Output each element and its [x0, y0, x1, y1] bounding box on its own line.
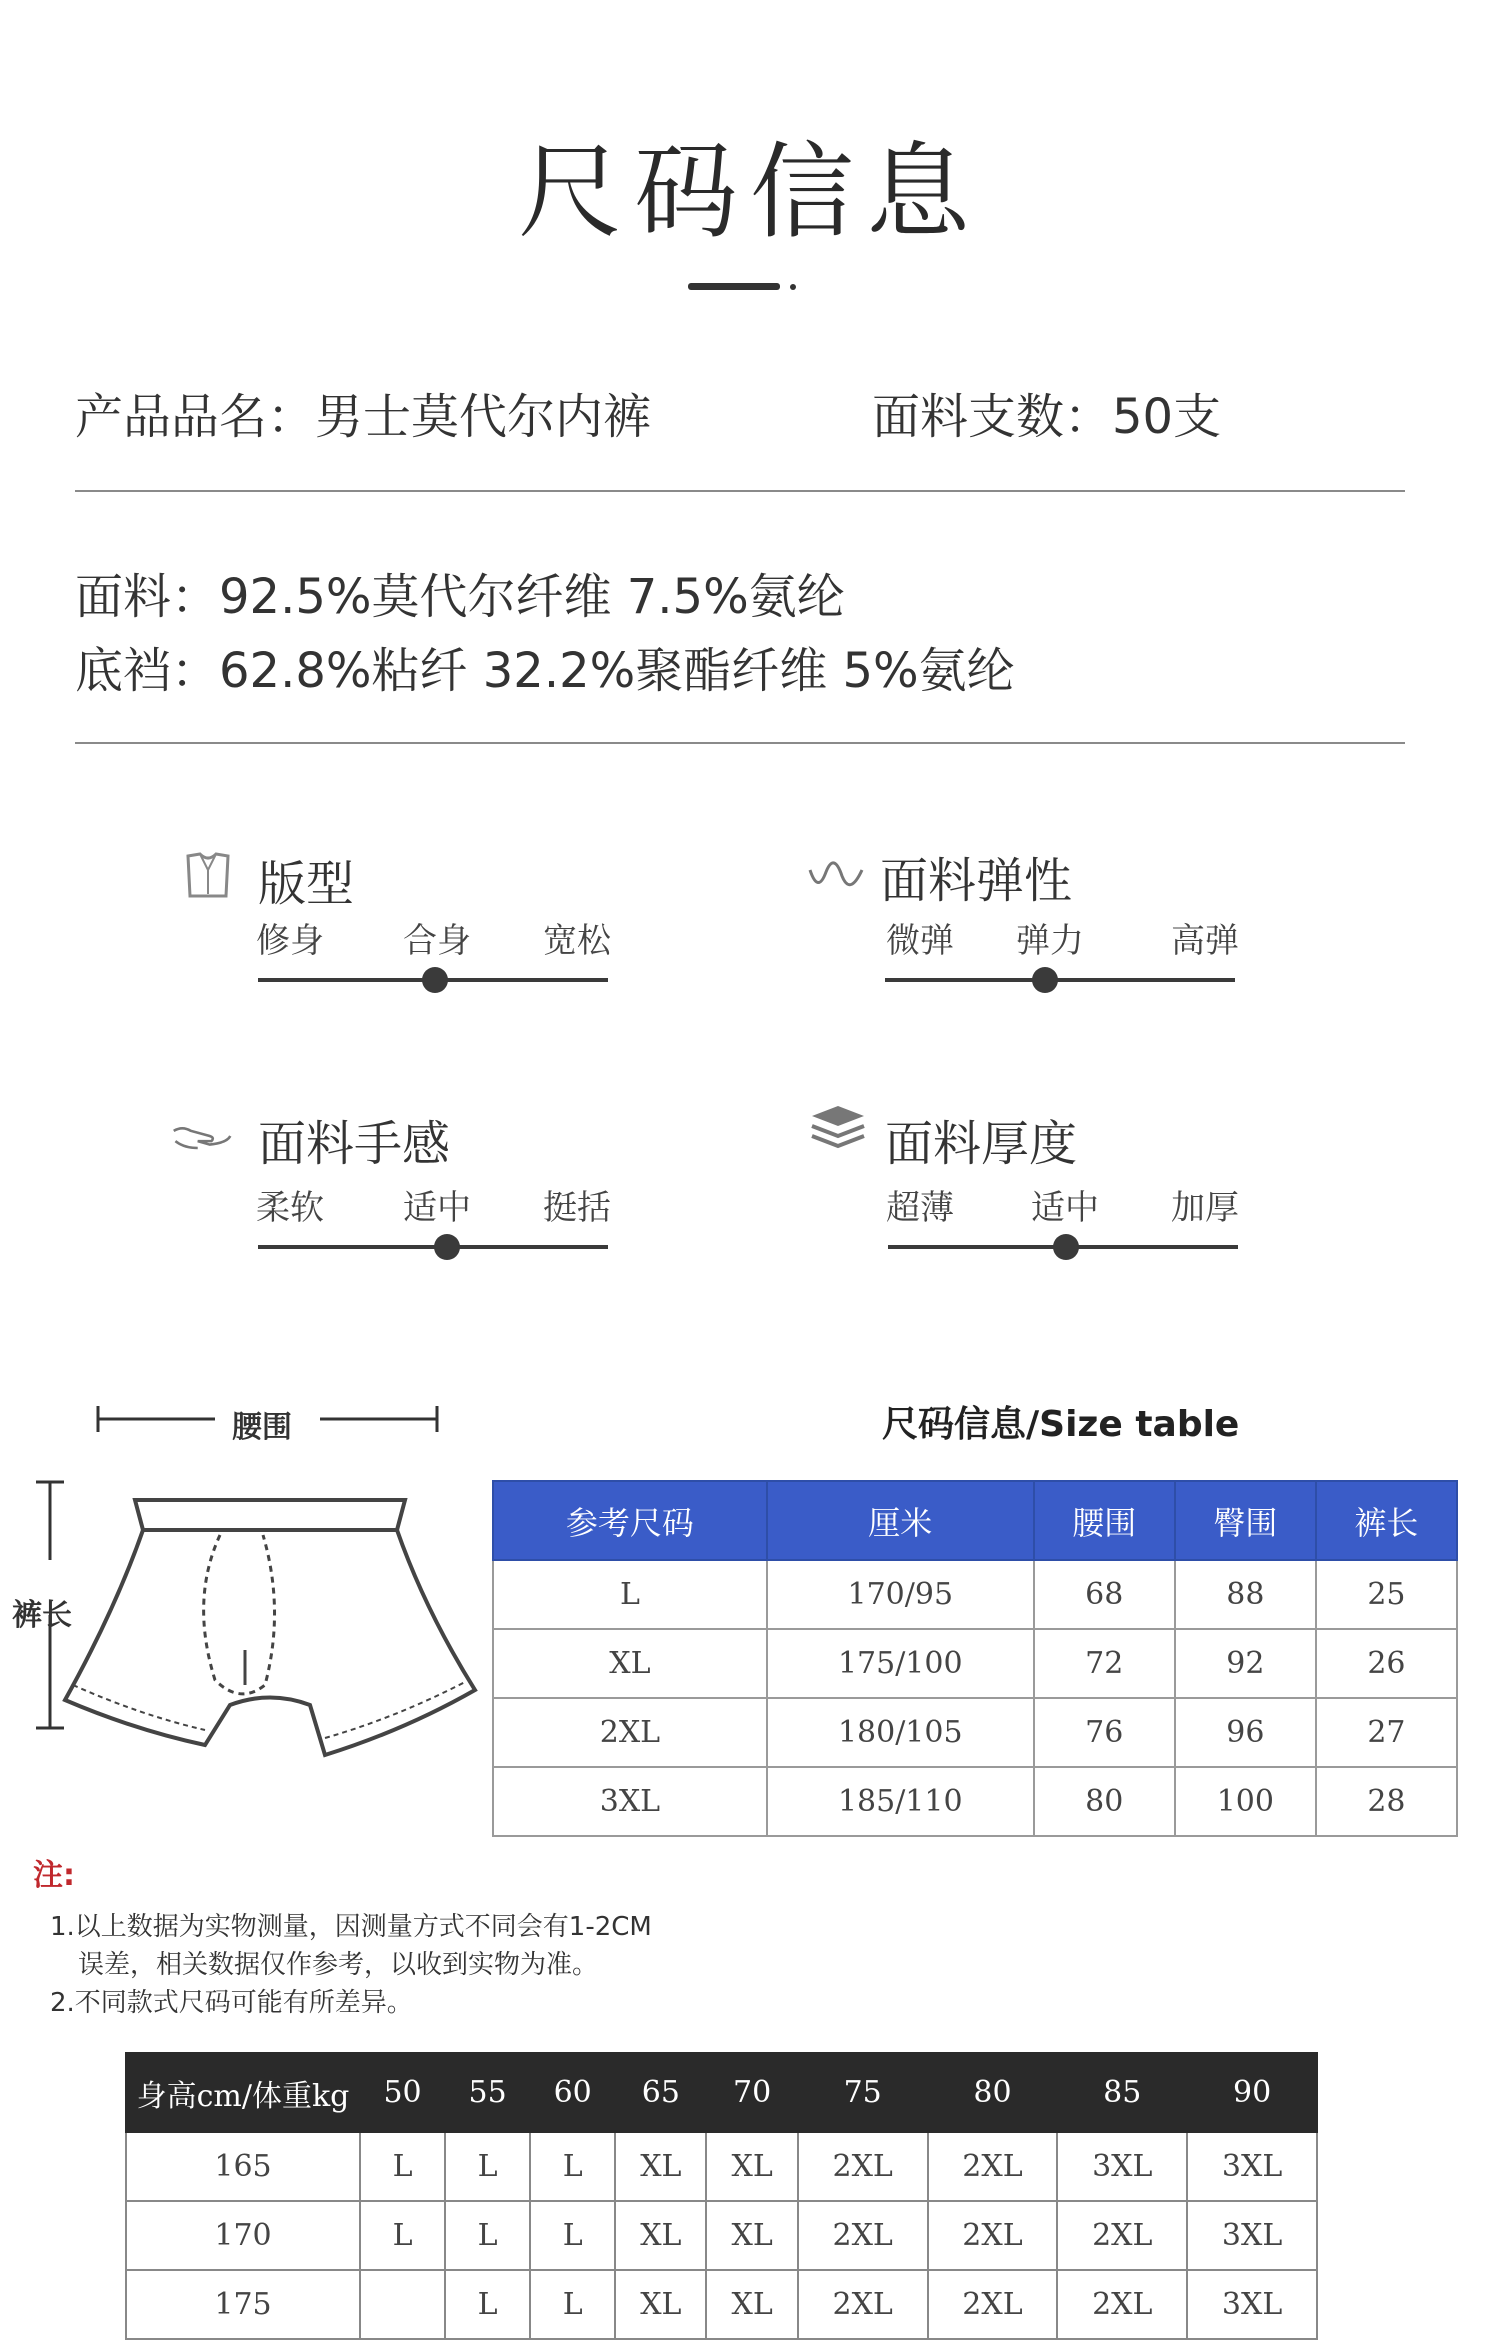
- table-cell: [360, 2270, 445, 2339]
- option-label: 超薄: [886, 1188, 954, 1228]
- table-cell: 2XL: [798, 2270, 928, 2339]
- yarn-count: 面料支数：50支: [872, 389, 1222, 445]
- option-label: 修身: [256, 921, 324, 961]
- column-header: 身高cm/体重kg: [126, 2053, 360, 2132]
- table-cell: 88: [1175, 1560, 1316, 1629]
- column-header: 65: [615, 2053, 706, 2132]
- column-header: 90: [1187, 2053, 1317, 2132]
- table-cell: 96: [1175, 1698, 1316, 1767]
- table-cell: 92: [1175, 1629, 1316, 1698]
- column-header: 85: [1057, 2053, 1187, 2132]
- table-cell: 76: [1034, 1698, 1175, 1767]
- level-knob: [422, 967, 448, 993]
- table-cell: 72: [1034, 1629, 1175, 1698]
- title-underline: [688, 283, 780, 290]
- table-cell: 170: [126, 2201, 360, 2270]
- option-label: 加厚: [1171, 1188, 1239, 1228]
- table-row: [493, 1698, 1457, 1767]
- table-cell: 165: [126, 2132, 360, 2201]
- divider: [75, 490, 1405, 492]
- table-row: [493, 1629, 1457, 1698]
- note-line: 1.以上数据为实物测量，因测量方式不同会有1-2CM: [50, 1912, 652, 1942]
- crotch-composition: 底裆：62.8%粘纤 32.2%聚酯纤维 5%氨纶: [75, 643, 1015, 699]
- size-table-heading: 尺码信息/Size table: [882, 1404, 1240, 1445]
- table-cell: 2XL: [928, 2132, 1058, 2201]
- option-label: 适中: [1031, 1188, 1099, 1228]
- table-cell: 3XL: [1057, 2132, 1187, 2201]
- column-header: 臀围: [1175, 1481, 1316, 1560]
- option-label: 微弹: [886, 921, 954, 961]
- product-name: 产品品名：男士莫代尔内裤: [75, 389, 652, 445]
- table-cell: L: [530, 2201, 615, 2270]
- column-header: 厘米: [767, 1481, 1034, 1560]
- table-cell: XL: [493, 1629, 767, 1698]
- table-row: [493, 1560, 1457, 1629]
- table-cell: 68: [1034, 1560, 1175, 1629]
- size-reference-table: [125, 2052, 1318, 2340]
- table-header-row: [493, 1481, 1457, 1560]
- option-label: 柔软: [256, 1188, 324, 1228]
- table-cell: 180/105: [767, 1698, 1034, 1767]
- table-cell: 27: [1316, 1698, 1457, 1767]
- table-cell: 3XL: [1187, 2201, 1317, 2270]
- table-cell: 2XL: [798, 2201, 928, 2270]
- attribute-title: 面料弹性: [880, 853, 1073, 909]
- column-header: 70: [706, 2053, 797, 2132]
- table-cell: XL: [615, 2201, 706, 2270]
- table-cell: 25: [1316, 1560, 1457, 1629]
- hand-icon: [172, 1110, 232, 1162]
- note-line: 误差，相关数据仅作参考，以收到实物为准。: [78, 1950, 599, 1980]
- column-header: 60: [530, 2053, 615, 2132]
- attribute-title: 版型: [258, 856, 355, 912]
- table-cell: XL: [706, 2270, 797, 2339]
- table-cell: 2XL: [493, 1698, 767, 1767]
- option-label: 宽松: [543, 921, 611, 961]
- elastic-wave-icon: [806, 850, 866, 902]
- table-cell: 175/100: [767, 1629, 1034, 1698]
- table-cell: L: [445, 2132, 530, 2201]
- option-label: 高弹: [1171, 921, 1239, 961]
- table-cell: L: [493, 1560, 767, 1629]
- table-cell: 170/95: [767, 1560, 1034, 1629]
- table-row: [493, 1767, 1457, 1836]
- layers-icon: [808, 1100, 868, 1152]
- page-title: 尺码信息: [517, 131, 982, 253]
- title-dot: [790, 284, 796, 290]
- option-label: 弹力: [1016, 921, 1084, 961]
- table-cell: 3XL: [1187, 2270, 1317, 2339]
- level-knob: [1053, 1234, 1079, 1260]
- note-line: 2.不同款式尺码可能有所差异。: [50, 1988, 413, 2018]
- table-cell: 28: [1316, 1767, 1457, 1836]
- table-cell: XL: [615, 2270, 706, 2339]
- table-cell: XL: [706, 2201, 797, 2270]
- table-cell: 2XL: [928, 2201, 1058, 2270]
- table-cell: XL: [706, 2132, 797, 2201]
- attribute-title: 面料手感: [258, 1116, 451, 1172]
- column-header: 参考尺码: [493, 1481, 767, 1560]
- table-cell: L: [360, 2201, 445, 2270]
- table-cell: 185/110: [767, 1767, 1034, 1836]
- table-cell: 100: [1175, 1767, 1316, 1836]
- table-cell: 2XL: [928, 2270, 1058, 2339]
- table-cell: XL: [615, 2132, 706, 2201]
- table-cell: 3XL: [1187, 2132, 1317, 2201]
- table-cell: 175: [126, 2270, 360, 2339]
- table-row: [126, 2132, 1317, 2201]
- column-header: 腰围: [1034, 1481, 1175, 1560]
- divider: [75, 742, 1405, 744]
- level-track: [258, 1245, 608, 1249]
- level-track: [885, 978, 1235, 982]
- fabric-composition: 面料：92.5%莫代尔纤维 7.5%氨纶: [75, 569, 845, 625]
- table-cell: L: [360, 2132, 445, 2201]
- size-table: [492, 1480, 1458, 1837]
- table-cell: 26: [1316, 1629, 1457, 1698]
- column-header: 55: [445, 2053, 530, 2132]
- notes-heading: 注:: [33, 1858, 75, 1893]
- table-cell: 2XL: [798, 2132, 928, 2201]
- briefs-illustration: [55, 1490, 485, 1765]
- table-cell: L: [530, 2270, 615, 2339]
- table-cell: 80: [1034, 1767, 1175, 1836]
- column-header: 50: [360, 2053, 445, 2132]
- option-label: 合身: [403, 921, 471, 961]
- shirt-icon: [178, 850, 238, 902]
- table-cell: 2XL: [1057, 2270, 1187, 2339]
- level-knob: [434, 1234, 460, 1260]
- waist-label: 腰围: [232, 1410, 292, 1445]
- level-knob: [1032, 967, 1058, 993]
- option-label: 适中: [403, 1188, 471, 1228]
- table-header-row: [126, 2053, 1317, 2132]
- table-row: [126, 2270, 1317, 2339]
- column-header: 75: [798, 2053, 928, 2132]
- column-header: 80: [928, 2053, 1058, 2132]
- table-cell: 2XL: [1057, 2201, 1187, 2270]
- table-cell: 3XL: [493, 1767, 767, 1836]
- table-cell: L: [445, 2201, 530, 2270]
- column-header: 裤长: [1316, 1481, 1457, 1560]
- table-row: [126, 2201, 1317, 2270]
- option-label: 挺括: [543, 1188, 611, 1228]
- attribute-title: 面料厚度: [885, 1116, 1078, 1172]
- table-cell: L: [445, 2270, 530, 2339]
- table-cell: L: [530, 2132, 615, 2201]
- length-label: 裤长: [12, 1598, 72, 1633]
